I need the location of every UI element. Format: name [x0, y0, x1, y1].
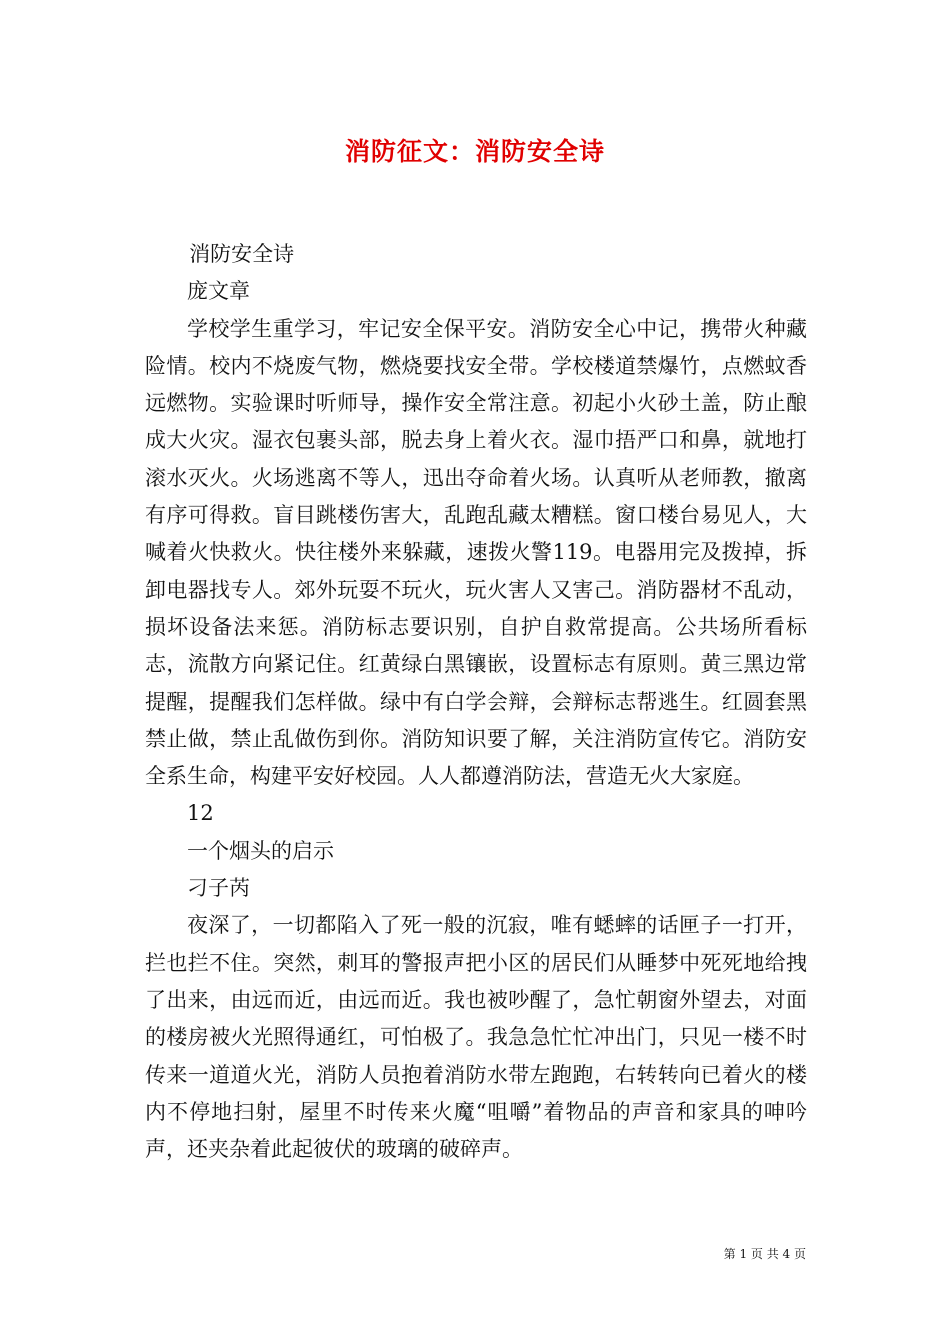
poem-title: 消防安全诗 — [189, 242, 295, 266]
document-body — [145, 236, 807, 1168]
essay-author: 刁子芮 — [187, 876, 250, 901]
essay-text: 夜深了，一切都陷入了死一般的沉寂，唯有蟋蟀的话匣子一打开，拦也拦不住。突然，刺耳的警报声把小区的居民们从睡梦中死死地给拽了出来，由远而近，由远而近。我也被吵醒了，急忙朝窗外望去，对面的楼房被火光照得通红，可怕极了。我急急忙忙冲出门，只见一楼不时传来一道道火光，消防人员抱着消防水带左跑跑，右转转向已着火的楼内不停地扫射，屋里不时传来火魔“咀嚼”着物品的声音和家具的呻吟声，还夹杂着此起彼伏的玻璃的破碎声。 — [145, 913, 807, 1162]
poem-text: 学校学生重学习，牢记安全保平安。消防安全心中记，携带火种藏险情。校内不烧废气物，燃烧要找安全带。学校楼道禁爆竹，点燃蚊香远燃物。实验课时听师导，操作安全常注意。初起小火砂土盖，防止酿成大火灾。湿衣包裹头部，脱去身上着火衣。湿巾捂严口和鼻，就地打滚水灭火。火场逃离不等人，迅出夺命着火场。认真听从老师教，撤离有序可得救。盲目跳楼伤害大，乱跑乱藏太糟糕。窗口楼台易见人，大喊着火快救火。快往楼外来躲藏，速拨火警119。电器用完及拨掉，拆卸电器找专人。郊外玩耍不玩火，玩火害人又害己。消防器材不乱动，损坏设备法来惩。消防标志要识别，自护自救常提高。公共场所看标志，流散方向紧记住。红黄绿白黑镶嵌，设置标志有原则。黄三黑边常提醒，提醒我们怎样做。绿中有白学会辩，会辩标志帮逃生。红圆套黑禁止做，禁止乱做伤到你。消防知识要了解，关注消防宣传它。消防安全系生命，构建平安好校园。人人都遵消防法，营造无火大家庭。 — [145, 316, 807, 789]
page-footer: 第 1 页 共 4 页 — [723, 1247, 806, 1261]
section-number: 12 — [187, 801, 214, 826]
essay-title: 一个烟头的启示 — [187, 838, 334, 863]
poem-author: 庞文章 — [187, 279, 250, 304]
document-title: 消防征文：消防安全诗 — [344, 137, 605, 166]
